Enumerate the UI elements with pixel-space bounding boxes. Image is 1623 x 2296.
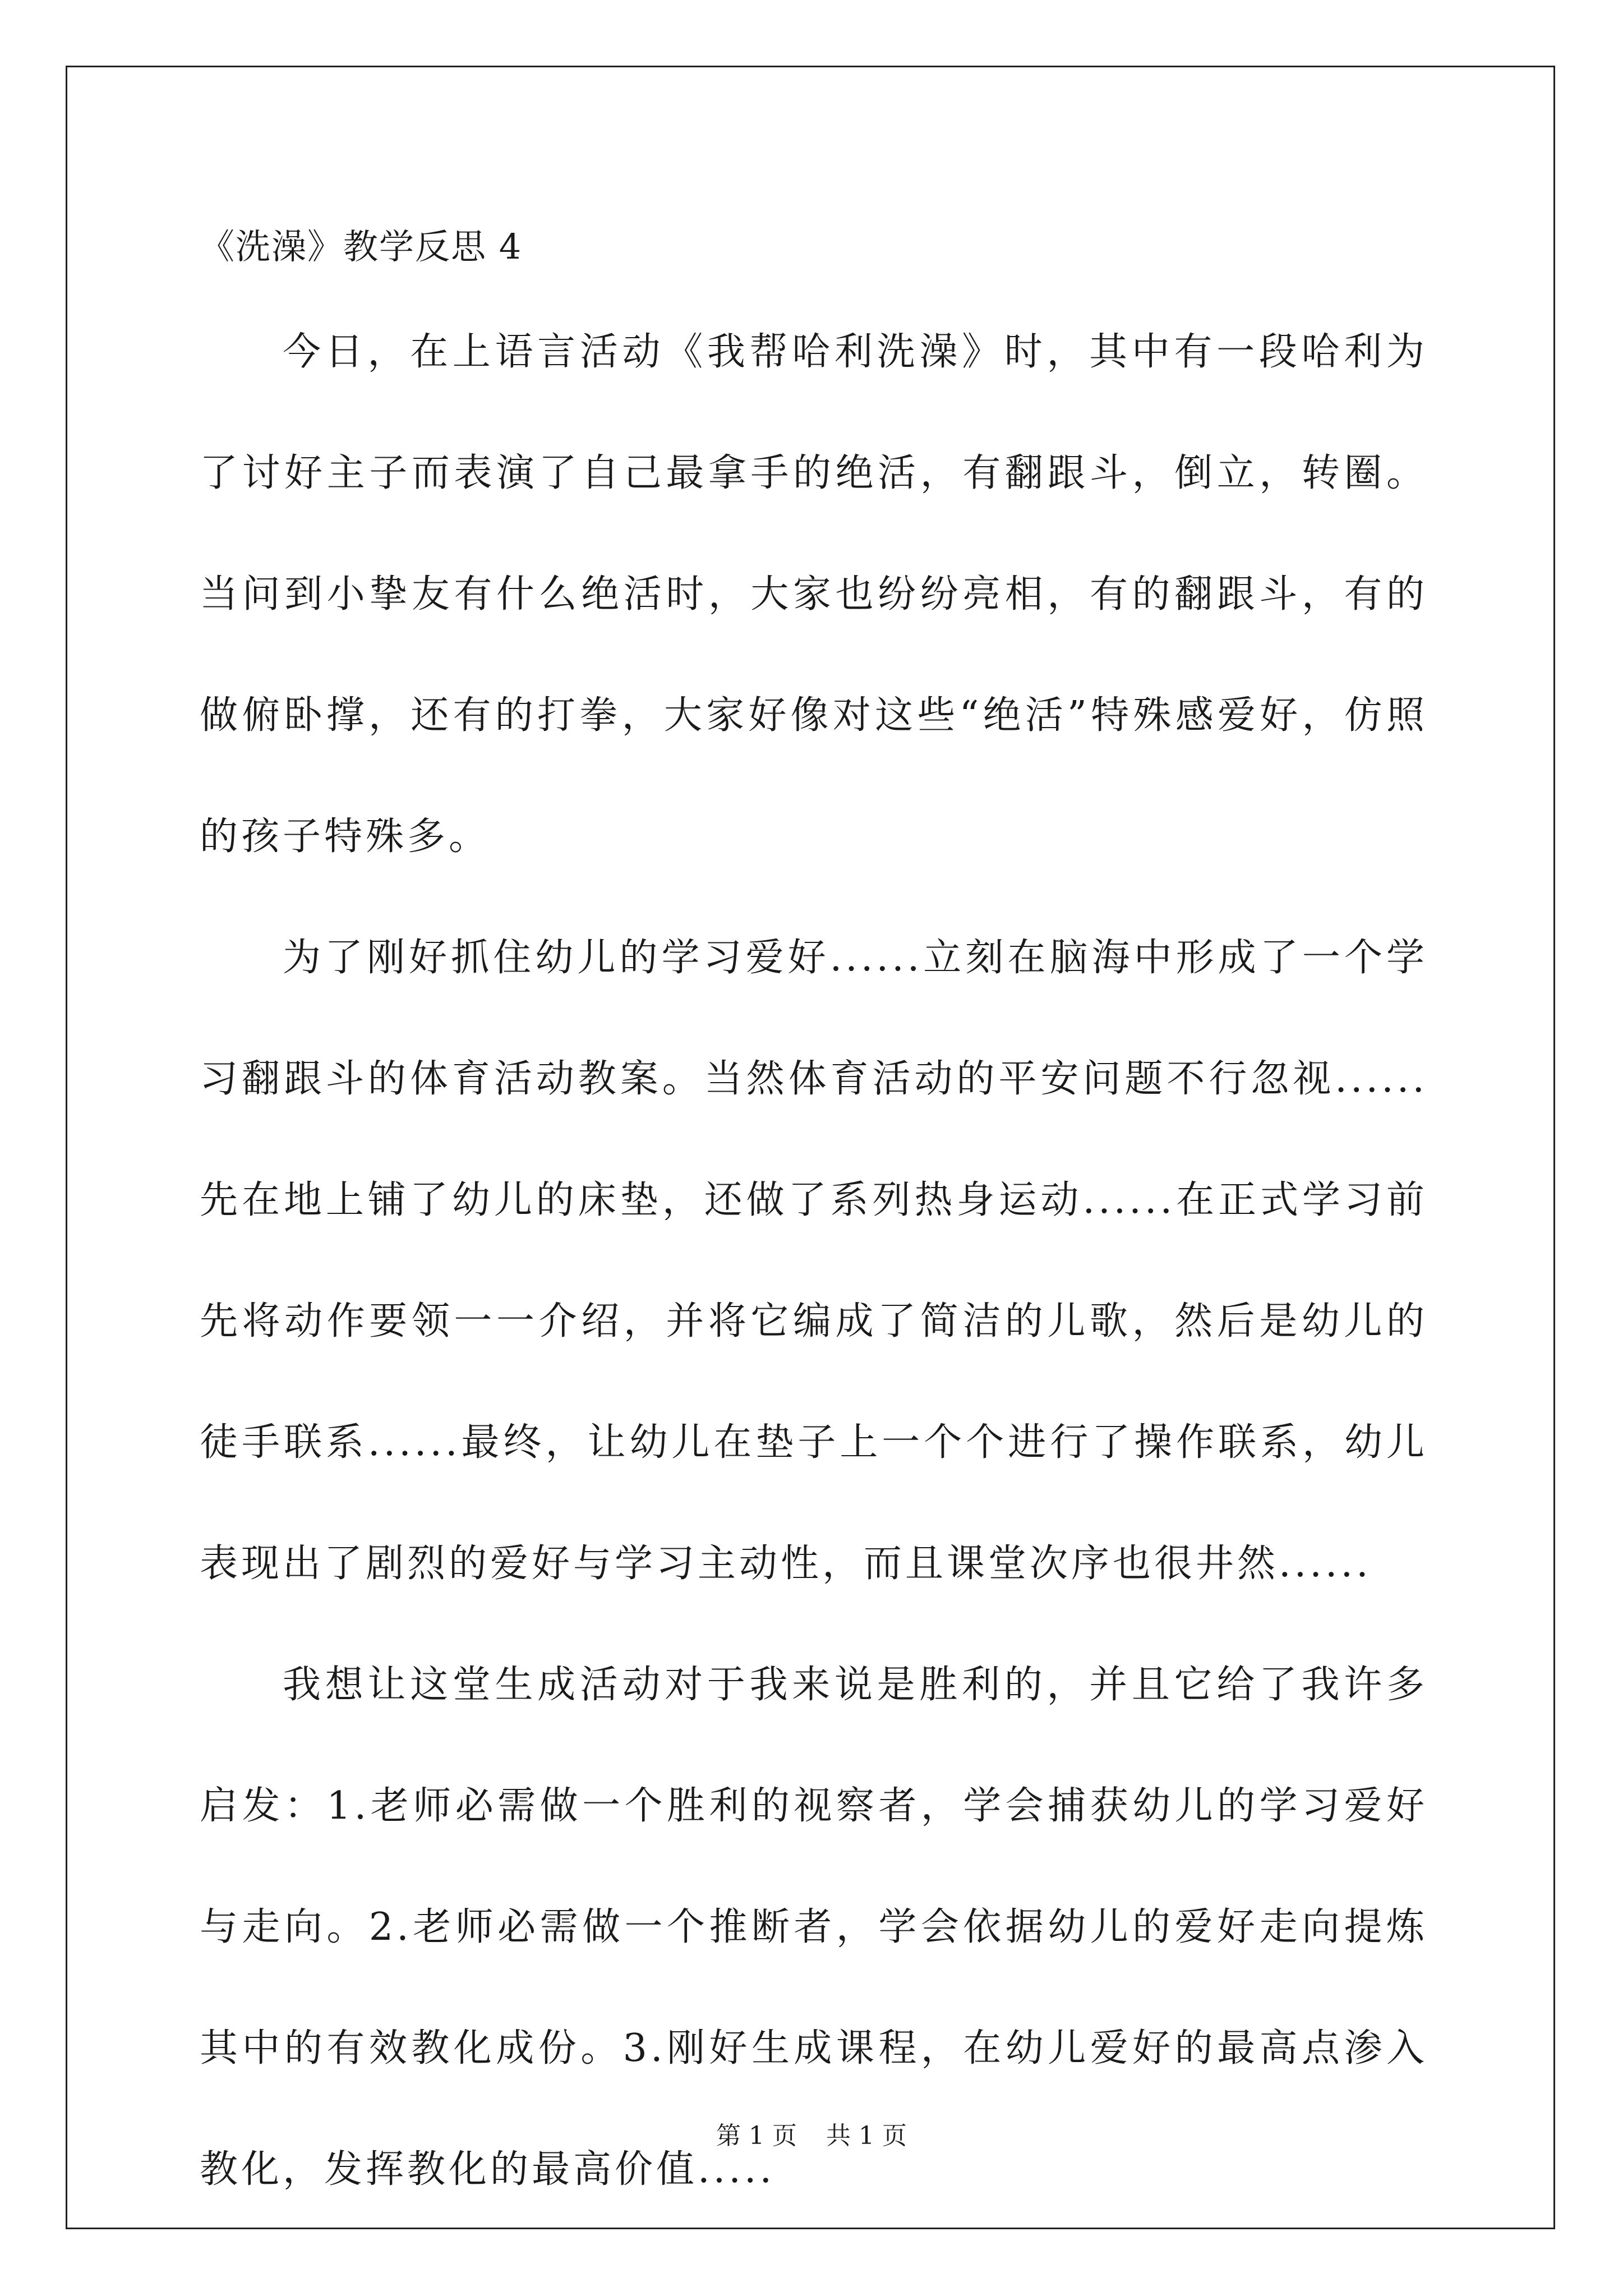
- document-title: 《洗澡》教学反思 4: [200, 226, 523, 267]
- page-total: 共 1 页: [826, 2122, 907, 2150]
- page-footer: [0, 2119, 1623, 2153]
- document-body: [200, 202, 1428, 2230]
- paragraph-3: 我想让这堂生成活动对于我来说是胜利的，并且它给了我许多启发：1.老师必需做一个胜利的视察者，学会捕获幼儿的学习爱好与走向。2.老师必需做一个推断者，学会依据幼儿的爱好走向提炼其中的有效教化成份。3.刚好生成课程，在幼儿爱好的最高点渗入教化，发挥教化的最高价值.....: [200, 1663, 1428, 2192]
- paragraph-2: 为了刚好抓住幼儿的学习爱好......立刻在脑海中形成了一个学习翻跟斗的体育活动教案。当然体育活动的平安问题不行忽视......先在地上铺了幼儿的床垫，还做了系列热身运动......在正式学习前先将动作要领一一介绍，并将它编成了简洁的儿歌，然后是幼儿的徒手联系......最终，让幼儿在垫子上一个个进行了操作联系，幼儿表现出了剧烈的爱好与学习主动性，而且课堂次序也很井然......: [200, 936, 1428, 1586]
- paragraph-1: 今日，在上语言活动《我帮哈利洗澡》时，其中有一段哈利为了讨好主子而表演了自己最拿手的绝活，有翻跟斗，倒立，转圈。当问到小挚友有什么绝活时，大家也纷纷亮相，有的翻跟斗，有的做俯卧撑，还有的打拳，大家好像对这些“绝活”特殊感爱好，仿照的孩子特殊多。: [200, 330, 1428, 859]
- page-number: 第 1 页: [716, 2122, 797, 2150]
